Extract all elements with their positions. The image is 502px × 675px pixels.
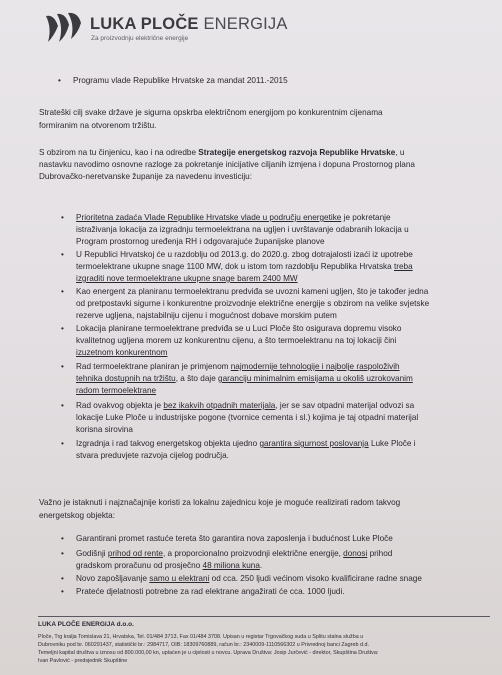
reason-2-line-1: • U Republici Hrvatskoj će u razdoblju od 2013.g. do 2020.g. zbog dotrajalosti izaći iz upotrebe <box>76 249 413 261</box>
paragraph-strategic-goal-1: Strateški cilj svake države je sigurna opskrba električnom energijom po konkurentnim cijenama <box>39 108 383 117</box>
reason-6-line-3: korisna sirovina <box>76 425 133 434</box>
reason-1-line-3: Program prostornog uređenja RH i odgovarajuće županijske planove <box>76 237 325 246</box>
paragraph-benefits-1: Važno je istaknuti i najznačajnije koristi za lokalnu zajednicu koje je moguće realizirati radom takvog <box>39 498 401 507</box>
benefit-1: • Garantirani promet rastuće tereta što garantira nova zaposlenja i budućnost Luke Ploče <box>76 533 393 545</box>
reason-2-line-3: izgraditi nove termoelektrane ukupne snage barem 2400 MW <box>76 274 298 283</box>
paragraph-reasons-3: Dubrovačko-neretvanske županije za navedenu investiciju: <box>39 172 252 181</box>
logo-mark-icon <box>44 12 88 46</box>
reason-2-line-2: termoelektrane ukupne snage 1100 MW, dok u istom tom razdoblju Republika Hrvatska treba <box>76 262 413 271</box>
benefit-2-line-1: • Godišnji prihod od rente, a proporcionalno proizvodnji električne energije, donosi prihod <box>76 548 392 560</box>
footer-divider <box>38 616 490 617</box>
reason-7-line-2: stvara preduvjete razvoja cijelog područja. <box>76 451 229 460</box>
brand-name: LUKA PLOČE ENERGIJA <box>90 15 288 33</box>
reason-7-line-1: • Izgradnja i rad takvog energetskog objekta ujedno garantira sigurnost poslovanja Luke Ploče i <box>76 438 416 450</box>
company-logo <box>44 10 288 46</box>
reason-4-line-1: • Lokacija planirane termoelektrane predviđa se u Luci Ploče što osigurava dopremu visoko <box>76 323 401 335</box>
reason-3-line-2: od pretpostavki sigurne i konkurentne proizvodnje električne energije s obzirom na velike svjetske <box>76 299 430 308</box>
footer-line-1: Ploče, Trg kralja Tomislava 21, Hrvatska, Tel. 01/484 3713, Fax 01/484 3708. Upisan u registar Trgovačkog suda u Splitu stalna služba u <box>38 634 364 640</box>
footer-line-2: Dubrovniku pod br. 060291437, statistički br.: 2984717, OIB: 18309760889, račun br.: 2340009-1110566302 u Privrednoj banci Zagreb d.d. <box>38 642 369 648</box>
reason-5-line-2: tehnika dostupnih na tržištu, a što daje garanciju minimalnim emisijama u okoliš uzrokovanim <box>76 374 413 383</box>
reason-1-line-2: istraživanja lokacija za izgradnju termoelektrana na ugljen i uvrštavanje odabranih lokacija u <box>76 225 409 234</box>
bullet-program: • Programu vlade Republike Hrvatske za mandat 2011.-2015 <box>73 75 288 87</box>
benefit-4: • Prateće djelatnosti potrebne za rad elektrane angažirati će cca. 1000 ljudi. <box>76 586 345 598</box>
reason-1-line-1: • Prioritetna zadaća Vlade Republike Hrvatske vlade u području energetike je pokretanje <box>76 212 391 224</box>
paragraph-benefits-2: energetskog objekta: <box>39 511 116 520</box>
reason-4-line-3: izuzetnom konkurentnom <box>76 348 168 357</box>
reason-4-line-2: kvalitetnog ugljena morem uz konkurentnu cijenu, a što termoelektranu na toj lokaciji čini <box>76 336 397 345</box>
footer-company: LUKA PLOČE ENERGIJA d.o.o. <box>38 621 134 628</box>
benefit-2-line-2: gradskom proračunu od prosječno 48 miliona kuna. <box>76 561 263 570</box>
paragraph-reasons-1: S obzirom na tu činjenicu, kao i na odredbe Strategije energetskog razvoja Republike Hrvatske, u <box>39 148 405 157</box>
reason-6-line-2: lokacije Luke Ploče u industrijske pogone (tvornice cementa i sl.) kojima je taj otpadni materijal <box>76 413 419 422</box>
paragraph-reasons-2: nastavku navodimo osnovne razloge za pokretanje inicijative ciljanih izmjena i dopuna Prostornog plana <box>39 160 415 169</box>
benefit-3: • Novo zapošljavanje samo u elektrani od cca. 250 ljudi većinom visoko kvalificirane radne snage <box>76 573 422 585</box>
brand-tagline: Za proizvodnju električne energije <box>91 35 189 42</box>
paragraph-strategic-goal-2: formiranim na otvorenom tržištu. <box>39 121 157 130</box>
reason-5-line-3: radom termoelektrane <box>76 386 157 395</box>
footer-line-3: Temeljni kapital društva u iznosu od 800.000,00 kn, uplaćen je u cijelosti u novcu. Uprava Društva: Josip Jurčević - direktor, Skupština Društva: <box>38 650 379 656</box>
reason-5-line-1: • Rad termoelektrane planiran je primjenom najmodernije tehnologije i najbolje raspoloživih <box>76 361 400 373</box>
reason-6-line-1: • Rad ovakvog objekta je bez ikakvih otpadnih materijala, jer se sav otpadni materijal odvozi sa <box>76 400 414 412</box>
footer-line-4: Ivan Pavlović - predsjednik Skupštine <box>38 658 128 664</box>
reason-3-line-3: rezerve ugljena, najstabilniju cijenu i mogućnost dobave morskim putem <box>76 311 337 320</box>
reason-3-line-1: • Kao energent za planiranu termoelektranu predviđa se uvozni kameni ugljen, što je također jedna <box>76 286 428 298</box>
